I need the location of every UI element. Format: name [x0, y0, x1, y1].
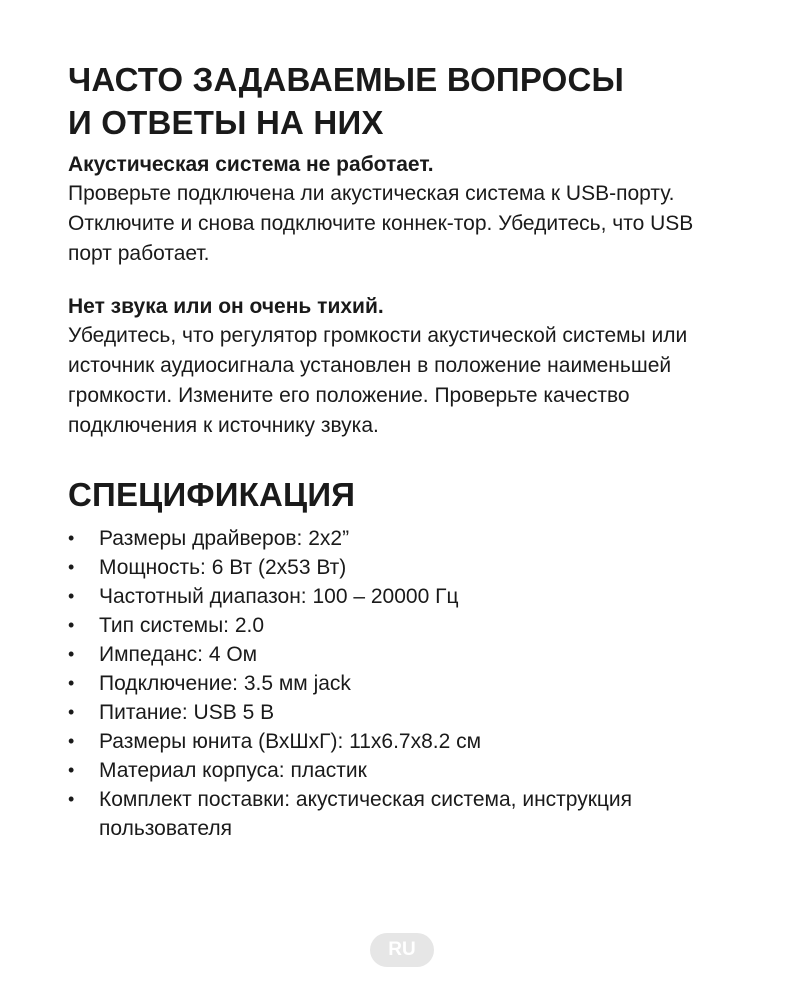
faq-item — [68, 150, 728, 269]
faq-title — [68, 58, 728, 144]
faq-question: Нет звука или он очень тихий. — [68, 295, 384, 318]
spec-item-text: Импеданс: 4 Ом — [99, 643, 258, 666]
manual-page — [68, 58, 728, 843]
spec-item-text: Комплект поставки: акустическая система, инструкция пользователя — [99, 788, 633, 840]
spec-item — [68, 785, 728, 843]
faq-answer: Убедитесь, что регулятор громкости акустической системы или источник аудиосигнала установлен в положение наименьшей громкости. Измените его положение. Проверьте качество подключения к источнику звука. — [68, 324, 688, 437]
bullet-icon: • — [68, 673, 75, 693]
bullet-icon: • — [68, 760, 75, 780]
faq-title-line-1: ЧАСТО ЗАДАВАЕМЫЕ ВОПРОСЫ — [68, 61, 625, 98]
bullet-icon: • — [68, 789, 75, 809]
faq-answer: Проверьте подключена ли акустическая система к USB-порту. Отключите и снова подключите коннек-тор. Убедитесь, что USB порт работает. — [68, 182, 694, 265]
faq-item — [68, 292, 728, 441]
bullet-icon: • — [68, 586, 75, 606]
spec-item — [68, 727, 728, 756]
bullet-icon: • — [68, 528, 75, 548]
spec-list — [68, 524, 728, 843]
spec-item-text: Размеры юнита (ВхШхГ): 11x6.7x8.2 см — [99, 730, 482, 753]
spec-item — [68, 582, 728, 611]
faq-question: Акустическая система не работает. — [68, 153, 434, 176]
spec-item — [68, 553, 728, 582]
spec-item — [68, 611, 728, 640]
bullet-icon: • — [68, 557, 75, 577]
faq-list — [68, 150, 728, 441]
bullet-icon: • — [68, 731, 75, 751]
spec-item-text: Подключение: 3.5 мм jack — [99, 672, 351, 695]
spec-item — [68, 640, 728, 669]
spec-item-text: Тип системы: 2.0 — [99, 614, 265, 637]
spec-item — [68, 756, 728, 785]
spec-item-text: Питание: USB 5 В — [99, 701, 275, 724]
spec-item-text: Частотный диапазон: 100 – 20000 Гц — [99, 585, 459, 608]
spec-item — [68, 698, 728, 727]
spec-item-text: Размеры драйверов: 2x2” — [99, 527, 350, 550]
spec-title: СПЕЦИФИКАЦИЯ — [68, 476, 356, 513]
language-badge: RU — [370, 933, 434, 967]
faq-title-line-2: И ОТВЕТЫ НА НИХ — [68, 104, 384, 141]
bullet-icon: • — [68, 644, 75, 664]
spec-item — [68, 669, 728, 698]
spec-item — [68, 524, 728, 553]
spec-item-text: Материал корпуса: пластик — [99, 759, 367, 782]
spec-item-text: Мощность: 6 Вт (2x53 Вт) — [99, 556, 347, 579]
bullet-icon: • — [68, 702, 75, 722]
bullet-icon: • — [68, 615, 75, 635]
